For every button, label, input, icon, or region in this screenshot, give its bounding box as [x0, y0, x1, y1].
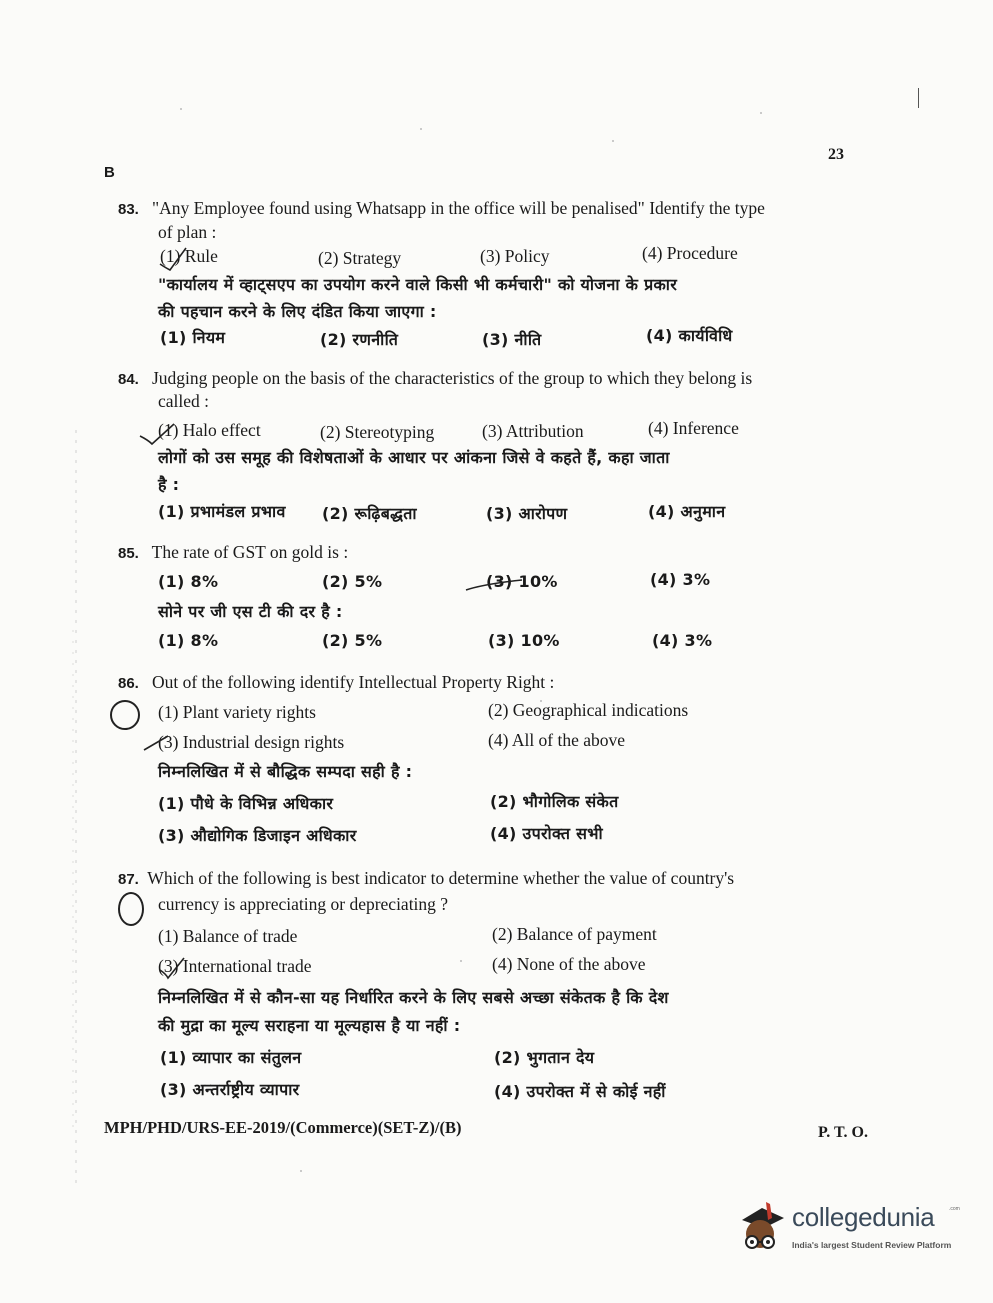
option-en-3: (3) Attribution: [482, 421, 584, 441]
option-hi-4: (4) उपरोक्त में से कोई नहीं: [494, 1082, 666, 1101]
option-hi-4: (4) उपरोक्त सभी: [490, 824, 603, 843]
please-turn-over: P. T. O.: [818, 1124, 868, 1141]
option-en-2: (2) Stereotyping: [320, 422, 435, 442]
option-en-1: (1) 8%: [158, 572, 219, 591]
answer-tick-icon: [158, 956, 188, 980]
option-hi-1: (1) नियम: [160, 328, 226, 347]
option-hi-4: (4) अनुमान: [648, 502, 726, 521]
option-en-1: (1) Halo effect: [158, 420, 261, 440]
page-number: 23: [828, 146, 844, 163]
question-text-en-cont: currency is appreciating or depreciating ?: [158, 894, 449, 914]
option-en-3: (3) Industrial design rights: [158, 732, 345, 752]
scan-edge-texture: [70, 430, 80, 1190]
option-hi-2: (2) भौगोलिक संकेत: [490, 792, 619, 811]
option-hi-3: (3) औद्योगिक डिजाइन अधिकार: [158, 826, 357, 845]
option-en-3: (3) Policy: [480, 246, 550, 266]
answer-tick-icon: [138, 422, 178, 448]
option-en-4: (4) 3%: [650, 570, 711, 589]
option-en-2: (2) Strategy: [318, 248, 402, 268]
question-number: 87.: [118, 871, 139, 888]
option-hi-1: (1) व्यापार का संतुलन: [160, 1048, 302, 1067]
scan-mark: [918, 88, 919, 108]
question-text-hi: "कार्यालय में व्हाट्सएप का उपयोग करने वाले किसी भी कर्मचारी" को योजना के प्रकार: [158, 275, 678, 294]
exam-code: MPH/PHD/URS-EE-2019/(Commerce)(SET-Z)/(B): [104, 1118, 462, 1137]
answer-tick-icon: [158, 246, 188, 272]
scan-speck: [760, 112, 762, 114]
question-text-en: The rate of GST on gold is :: [151, 542, 349, 562]
logo-tagline: India's largest Student Review Platform: [792, 1240, 952, 1250]
scan-speck: [300, 1170, 302, 1172]
scan-speck: [460, 960, 462, 962]
question-text-hi: निम्नलिखित में से बौद्धिक सम्पदा सही है :: [158, 762, 413, 781]
question-text-en-cont: of plan :: [158, 222, 217, 242]
question-text-hi: लोगों को उस समूह की विशेषताओं के आधार पर आंकना जिसे वे कहते हैं, कहा जाता: [158, 448, 670, 467]
scan-speck: [180, 108, 182, 110]
question-number: 86.: [118, 675, 139, 692]
question-number: 85.: [118, 545, 139, 562]
question-text-en: "Any Employee found using Whatsapp in the office will be penalised" Identify the type: [151, 198, 765, 218]
option-en-3: (3) 10%: [486, 572, 558, 591]
logo-domain: .com: [949, 1206, 960, 1212]
collegedunia-logo: [736, 1196, 961, 1260]
margin-mark-icon: [118, 892, 144, 926]
option-hi-4: (4) 3%: [652, 631, 713, 650]
set-letter: B: [104, 164, 115, 181]
question-text-hi: सोने पर जी एस टी की दर है :: [158, 602, 343, 621]
option-en-4: (4) Inference: [648, 418, 739, 438]
option-hi-4: (4) कार्यविधि: [646, 326, 733, 345]
option-hi-2: (2) भुगतान देय: [494, 1048, 595, 1067]
option-en-3: (3) International trade: [158, 956, 312, 976]
option-hi-2: (2) रूढ़िबद्धता: [322, 504, 417, 523]
question-text-hi-cont: की पहचान करने के लिए दंडित किया जाएगा :: [158, 302, 437, 321]
answer-tick-icon: [142, 734, 172, 754]
option-en-1: (1) Plant variety rights: [158, 702, 316, 722]
answer-strike-icon: [464, 574, 524, 594]
option-hi-1: (1) प्रभामंडल प्रभाव: [158, 502, 286, 521]
question-text-hi: निम्नलिखित में से कौन-सा यह निर्धारित करने के लिए सबसे अच्छा संकेतक है कि देश: [158, 988, 669, 1007]
option-en-2: (2) Balance of payment: [492, 924, 657, 944]
option-hi-3: (3) नीति: [482, 330, 542, 349]
question-text-en: Out of the following identify Intellectual Property Right :: [151, 672, 555, 692]
option-en-1: (1) Balance of trade: [158, 926, 298, 946]
option-hi-3: (3) आरोपण: [486, 504, 568, 523]
logo-name: collegedunia: [792, 1202, 935, 1232]
question-number: 83.: [118, 201, 139, 218]
question-text-en: Judging people on the basis of the characteristics of the group to which they belong is: [151, 368, 753, 388]
option-hi-2: (2) रणनीति: [320, 330, 399, 349]
option-hi-1: (1) 8%: [158, 631, 219, 650]
option-hi-1: (1) पौधे के विभिन्न अधिकार: [158, 794, 334, 813]
question-text-hi-cont: की मुद्रा का मूल्य सराहना या मूल्यहास है या नहीं :: [158, 1016, 461, 1035]
option-en-4: (4) Procedure: [642, 243, 738, 263]
question-number: 84.: [118, 371, 139, 388]
question-text-en: Which of the following is best indicator to determine whether the value of country's: [147, 868, 735, 888]
scan-speck: [612, 140, 614, 142]
option-en-4: (4) None of the above: [492, 954, 646, 974]
option-hi-2: (2) 5%: [322, 631, 383, 650]
question-text-hi-cont: है :: [158, 475, 180, 494]
option-hi-3: (3) अन्तर्राष्ट्रीय व्यापार: [160, 1080, 300, 1099]
option-en-2: (2) Geographical indications: [488, 700, 689, 720]
question-text-en-cont: called :: [158, 391, 210, 411]
option-en-2: (2) 5%: [322, 572, 383, 591]
scan-speck: [420, 128, 422, 130]
mascot-icon: [736, 1198, 788, 1256]
option-hi-3: (3) 10%: [488, 631, 560, 650]
option-en-1: (1) Rule: [160, 246, 218, 266]
option-en-4: (4) All of the above: [488, 730, 626, 750]
margin-mark-icon: [110, 700, 140, 730]
